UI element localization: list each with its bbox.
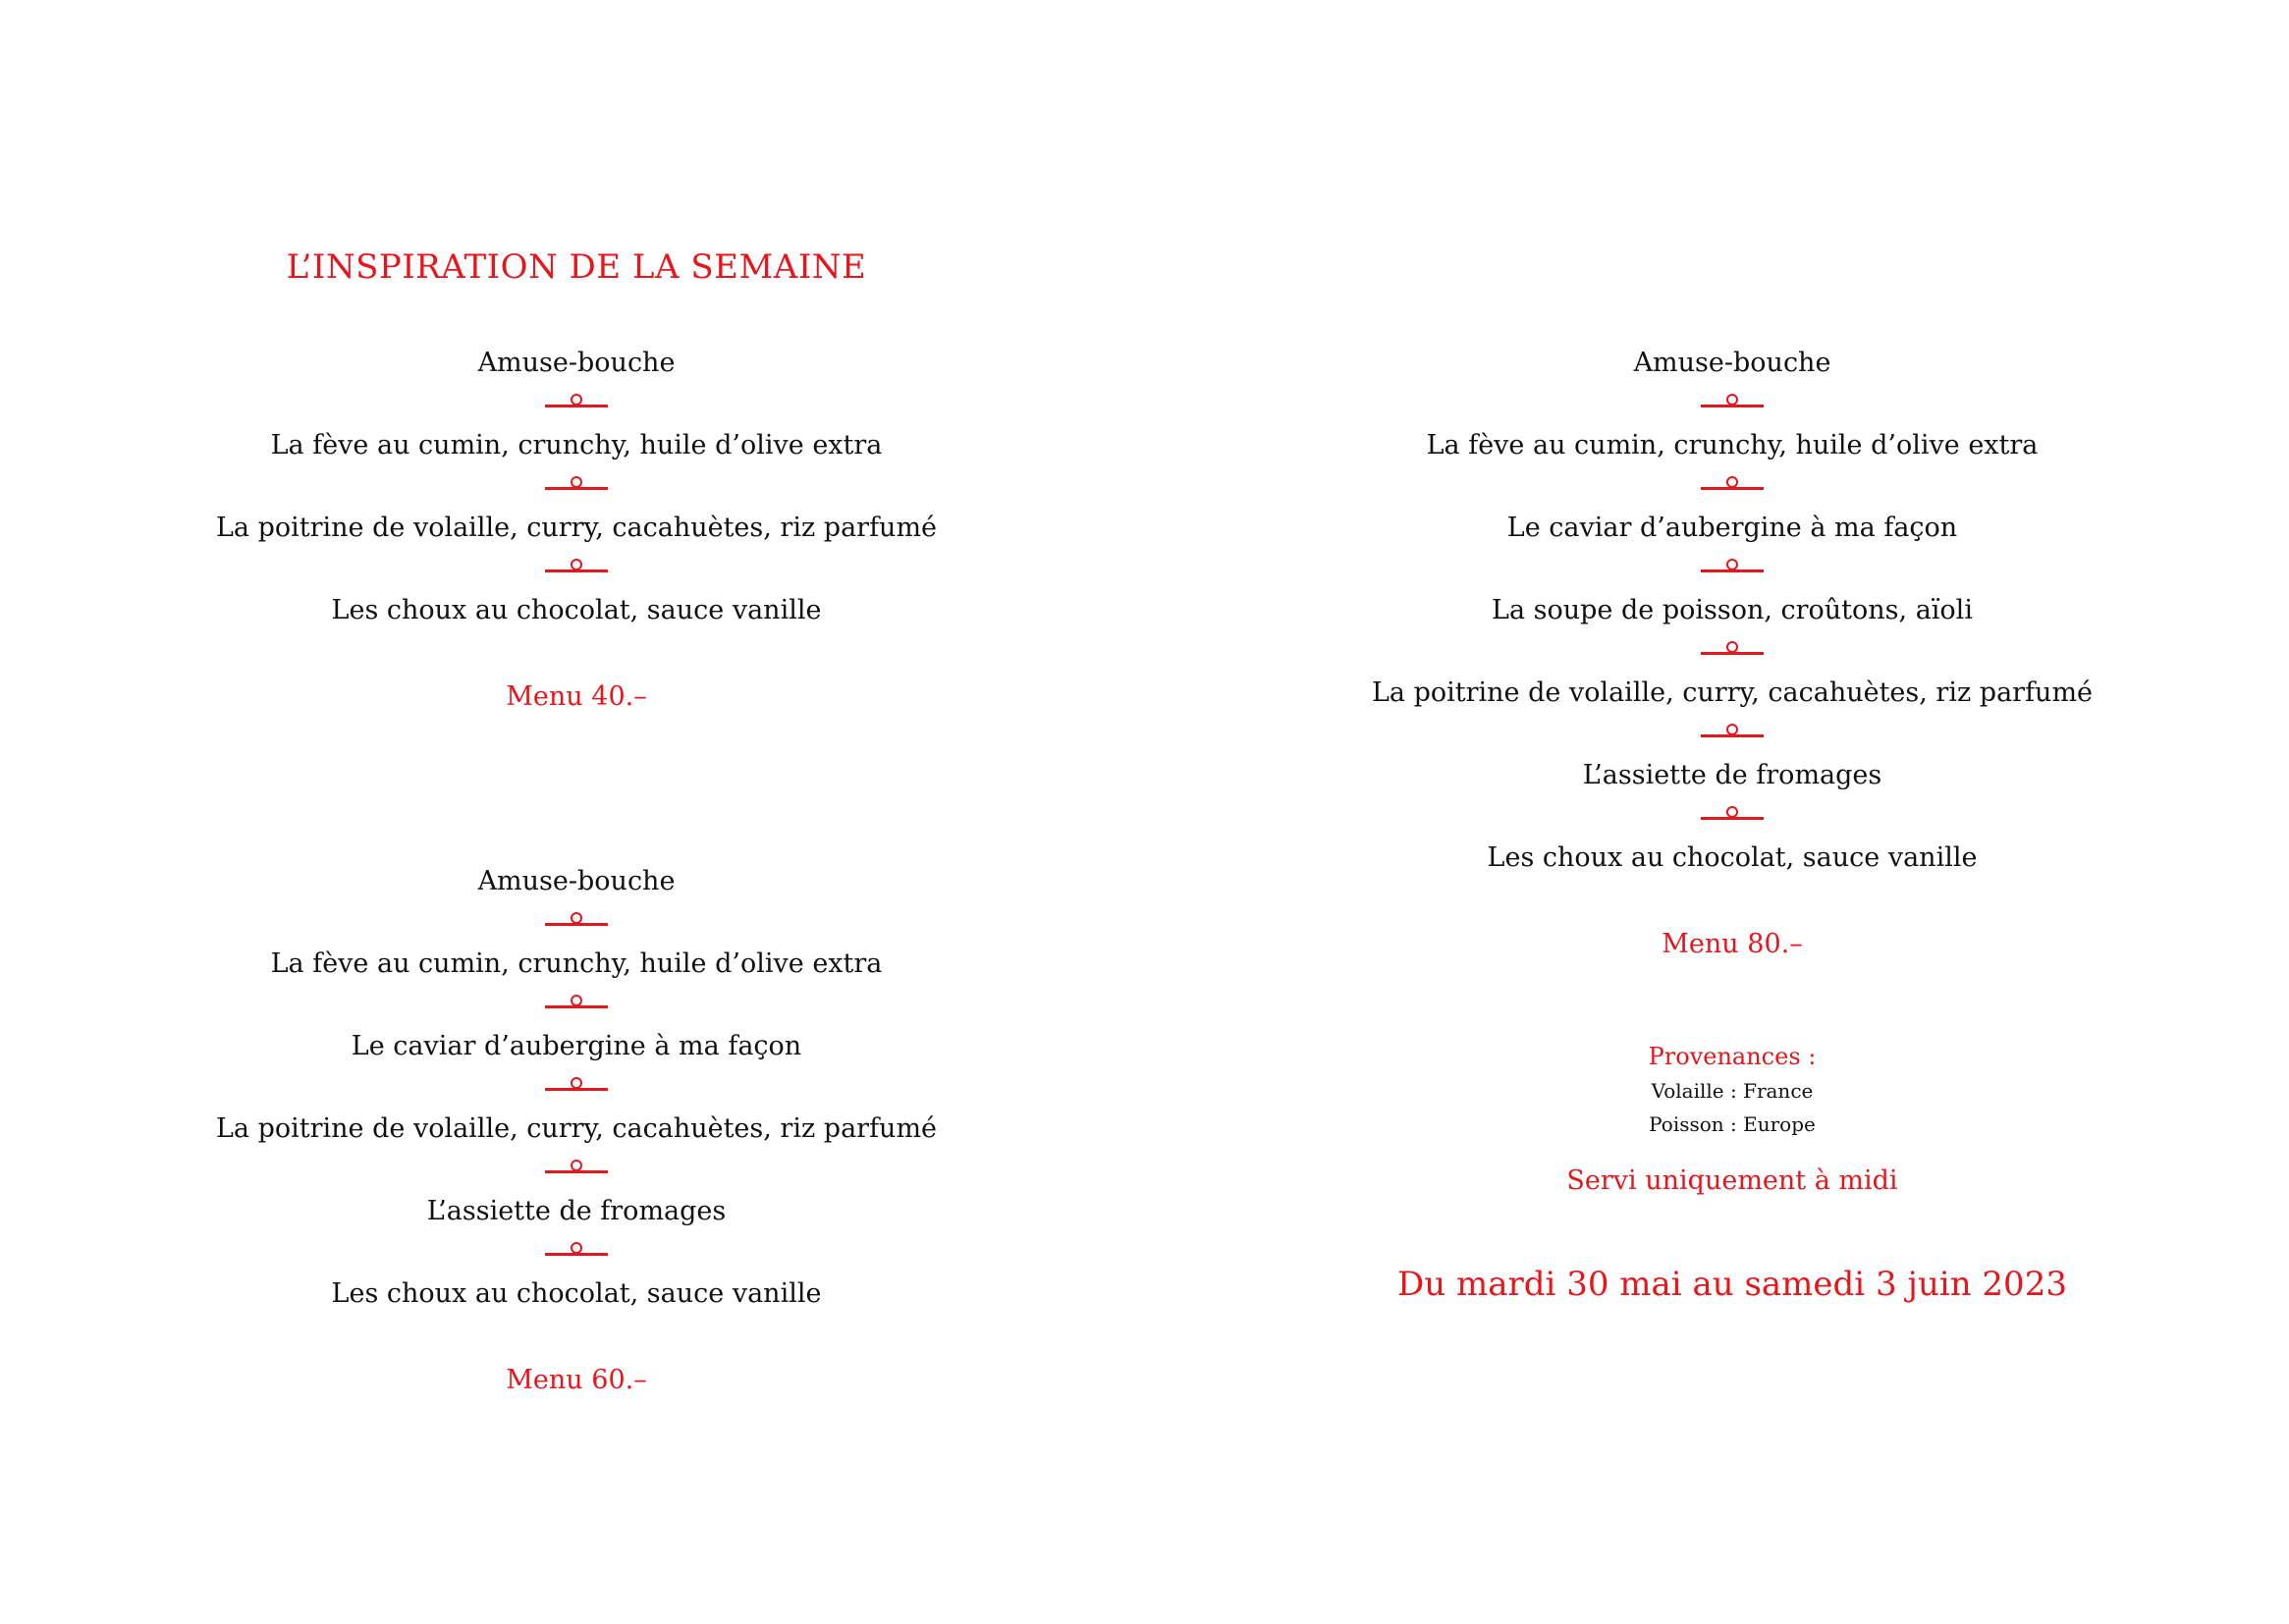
menu-60-dish-1: Amuse-bouche xyxy=(477,866,676,896)
menu-80-dish-4: La soupe de poisson, croûtons, aïoli xyxy=(1492,595,1973,625)
menu-60-dish-5: L’assiette de fromages xyxy=(426,1196,727,1226)
divider-ornament xyxy=(545,1078,608,1092)
divider-ornament xyxy=(1701,725,1764,738)
menu-40-dish-1: Amuse-bouche xyxy=(477,348,676,378)
menu-40-dish-4: Les choux au chocolat, sauce vanille xyxy=(331,595,822,625)
menu-80-price: Menu 80.– xyxy=(1662,929,1803,959)
menu-40-dish-3: La poitrine de volaille, curry, cacahuètes, riz parfumé xyxy=(215,513,938,543)
menu-40-dish-2: La fève au cumin, crunchy, huile d’olive extra xyxy=(270,430,883,460)
divider-ornament xyxy=(545,395,608,408)
page-title: L’INSPIRATION DE LA SEMAINE xyxy=(286,247,867,287)
divider-ornament xyxy=(545,1161,608,1174)
menu-60-dish-2: La fève au cumin, crunchy, huile d’olive extra xyxy=(270,948,883,979)
menu-40 xyxy=(135,346,1018,719)
menu-60-dish-6: Les choux au chocolat, sauce vanille xyxy=(331,1278,822,1309)
provenance-item: Poisson : Europe xyxy=(1649,1112,1816,1136)
divider-ornament xyxy=(1701,395,1764,408)
divider-ornament xyxy=(545,1243,608,1257)
divider-ornament xyxy=(1701,477,1764,491)
menu-80-dish-5: La poitrine de volaille, curry, cacahuètes, riz parfumé xyxy=(1371,677,2094,708)
menu-80 xyxy=(1290,346,2174,974)
divider-ornament xyxy=(1701,560,1764,573)
menu-60-price: Menu 60.– xyxy=(506,1365,647,1395)
provenances-heading: Provenances : xyxy=(1648,1043,1817,1070)
date-range: Du mardi 30 mai au samedi 3 juin 2023 xyxy=(1397,1265,2067,1304)
divider-ornament xyxy=(1701,807,1764,821)
menu-80-dish-2: La fève au cumin, crunchy, huile d’olive extra xyxy=(1426,430,2039,460)
divider-ornament xyxy=(1701,642,1764,656)
menu-80-dish-1: Amuse-bouche xyxy=(1633,348,1831,378)
menu-60-dish-4: La poitrine de volaille, curry, cacahuètes, riz parfumé xyxy=(215,1113,938,1144)
divider-ornament xyxy=(545,913,608,927)
menu-40-price: Menu 40.– xyxy=(506,681,647,712)
provenance-item: Volaille : France xyxy=(1651,1079,1814,1103)
menu-60-dish-3: Le caviar d’aubergine à ma façon xyxy=(351,1031,802,1061)
menu-60 xyxy=(135,864,1018,1414)
menu-80-dish-3: Le caviar d’aubergine à ma façon xyxy=(1506,513,1958,543)
served-note: Servi uniquement à midi xyxy=(1566,1165,1898,1196)
menu-80-dish-6: L’assiette de fromages xyxy=(1582,760,1882,790)
divider-ornament xyxy=(545,996,608,1009)
divider-ornament xyxy=(545,477,608,491)
menu-80-dish-7: Les choux au chocolat, sauce vanille xyxy=(1487,842,1978,873)
divider-ornament xyxy=(545,560,608,573)
